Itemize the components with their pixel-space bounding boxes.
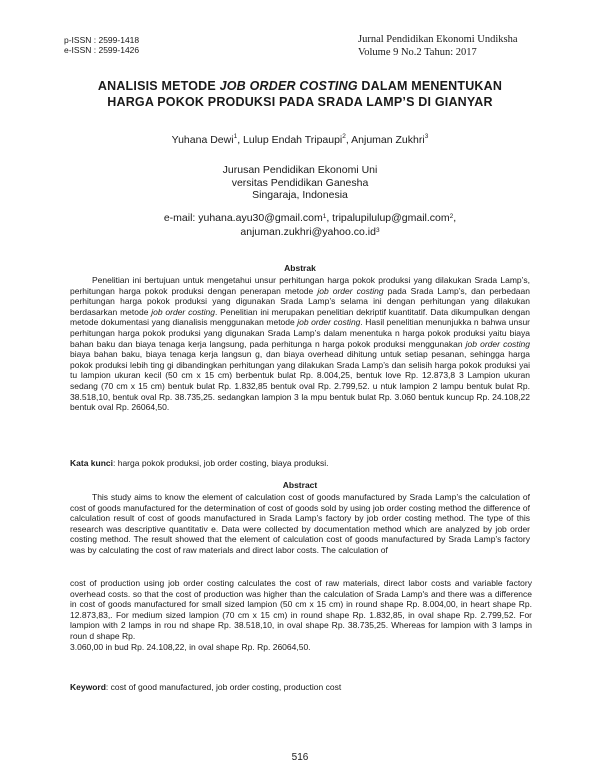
affiliation: [0, 164, 600, 202]
abstrak-italic-4: job order costing: [465, 338, 530, 349]
author-3-sup: 3: [424, 133, 429, 140]
abstract-paragraph-1: This study aims to know the element of calculation cost of goods manufactured by Srada Lamp’s the calculation of cost of goods manufactured for the determination of cost of goods sold by using job order costing method the difference of calculation result of cost of goods manufactured in Srada Lamp’s factory by job order costing method. The type of this research was descriptive quantitativ e. Data were collected by documentation method which are analyzed by job order costing method. The result showed that the element of calculation cost of goods manufactured by Srada Lamp’s factory was by calculating the cost of raw materials and direct labor costs. The calculation of: [70, 492, 530, 555]
email-2: , tripalupilulup@gmail.com: [326, 212, 450, 224]
author-1-sup: 1: [233, 133, 238, 140]
e-issn: e-ISSN : 2599-1426: [64, 45, 140, 55]
abstrak-text-1: Penelitian ini bertujuan untuk mengetahui unsur perhitungan harga pokok produksi yang dilakukan Srada Lamp’s, perhitungan harga pokok produksi dengan penerapan metode: [70, 275, 530, 296]
abstrak-text-3: . Penelitian ini merupakan penelitian dekriptif kuantitatif. Data dikumpulkan dengan metode dokumentasi yang dianalisis menggunakan metode: [70, 306, 531, 328]
affiliation-line-3: Singaraja, Indonesia: [252, 189, 348, 201]
abstrak-text-2: pada Srada Lamp’s, dan perbedaan perhitungan harga pokok produksi yang digunakan Srada Lamp’s selama ini dengan perhitungan yang dilakukan berdasarkan metode: [70, 285, 530, 317]
title-part-1: ANALISIS METODE: [97, 79, 220, 93]
abstrak-text-5: biaya bahan baku, biaya tenaga kerja langsun g, dan biaya overhead dihitung untuk setiap pesanan, sehingga harga pokok produksi lebih ting gi dibandingkan perhitungan yang dilakukan Srada Lamp’s dan selisih harga pokok produksi yai tu lampion ukuran kecil (50 cm x 15 cm) berbentuk bulat Rp. 8.004,25, bentuk love Rp. 12.873,8 3 Lampion ukuran sedang (70 cm x 15 cm) bentuk bulat Rp. 1.832,85 bentuk oval Rp. 2.799,52. u ntuk lampion 2 lampu bentuk bulat Rp. 38.518,10, bentuk oval Rp. 38.735,25. sedangkan lampion 3 la mpu bentuk bulat Rp. 3.060 bentuk kuncup Rp. 24.108,22 bentuk oval Rp. 26064,50.: [70, 349, 530, 413]
issn-block: [64, 35, 139, 55]
abstract-heading: Abstract: [282, 480, 318, 490]
authors: [0, 134, 600, 146]
abstrak-italic-2: job order costing: [151, 306, 215, 317]
abstract-continued: [70, 578, 532, 652]
keyword-label: Keyword: [70, 682, 106, 692]
keyword: [70, 682, 341, 692]
journal-name: Jurnal Pendidikan Ekonomi Undiksha: [358, 34, 518, 45]
affiliation-line-1: Jurusan Pendidikan Ekonomi Uni: [222, 164, 378, 176]
email-2-sup: 2: [449, 213, 454, 220]
abstrak-italic-1: job order costing: [317, 285, 384, 296]
emails: [100, 211, 520, 239]
email-1: e-mail: yuhana.ayu30@gmail.com: [163, 212, 323, 224]
email-3-sup: 3: [375, 227, 380, 234]
affiliation-line-2: versitas Pendidikan Ganesha: [231, 176, 369, 189]
email-line-1: [100, 211, 520, 225]
email-3: anjuman.zukhri@yahoo.co.id: [240, 226, 376, 238]
kata-kunci: [70, 458, 328, 468]
keyword-text: : cost of good manufactured, job order costing, production cost: [105, 682, 342, 692]
abstrak-heading: Abstrak: [284, 263, 316, 273]
journal-volume: Volume 9 No.2 Tahun: 2017: [358, 47, 477, 58]
abstrak-paragraph: [70, 275, 530, 413]
abstrak-body: [70, 275, 530, 413]
title-part-3: DALAM MENENTUKAN: [357, 79, 503, 93]
title-line-2: HARGA POKOK PRODUKSI PADA SRADA LAMP’S DI GIANYAR: [107, 95, 493, 109]
abstract-paragraph-3: 3.060,00 in bud Rp. 24.108,22, in oval shape Rp. Rp. 26064,50.: [70, 641, 311, 652]
title-line-1: [40, 78, 560, 94]
email-separator: ,: [453, 212, 457, 224]
journal-info: [358, 33, 518, 59]
abstrak-text-4: . Hasil penelitian menunjukka n bahwa unsur perhitungan harga pokok produksi yang digunakan Srada Lamp’s dalam menentuka n harga pokok produksi yaitu biaya bahan baku dan biaya tenaga kerja langsung, pada perhitunga n harga pokok produksi menggunakan: [70, 317, 531, 349]
email-line-2: [100, 225, 520, 239]
title-part-2: JOB ORDER COSTING: [219, 79, 358, 93]
author-3: , Anjuman Zukhri: [345, 134, 425, 146]
p-issn: p-ISSN : 2599-1418: [64, 35, 140, 45]
email-1-sup: 1: [322, 213, 327, 220]
abstract-body: [70, 492, 530, 556]
author-1: Yuhana Dewi: [171, 134, 234, 146]
kata-kunci-label: Kata kunci: [70, 458, 113, 468]
paper-title: [40, 78, 560, 110]
page-number: 516: [291, 752, 309, 763]
author-2: , Lulup Endah Tripaupi: [237, 134, 343, 146]
author-2-sup: 2: [342, 133, 346, 140]
abstract-paragraph-2: cost of production using job order costing calculates the cost of raw materials, direct labor costs and variable factory overhead costs. so that the cost of production was higher than the calculation of Srada Lamp's and there was a difference in cost of goods manufactured for small sized lampion (50 cm x 15 cm) in round shape Rp. 8.004,00, in heart shape Rp. 12.873,83,. For medium sized lampion (70 cm x 15 cm) in round shape Rp. 1.832,85, in oval shape Rp. 2.799,52. For lampion with 2 lamps in rou nd shape Rp. 38.518,10, in oval shape Rp. 38.735,25. Whereas for lampion with 3 lamps in roun d shape Rp.: [70, 578, 532, 641]
abstrak-italic-3: job order costing: [297, 317, 361, 328]
kata-kunci-text: : harga pokok produksi, job order costing, biaya produksi.: [113, 458, 329, 468]
